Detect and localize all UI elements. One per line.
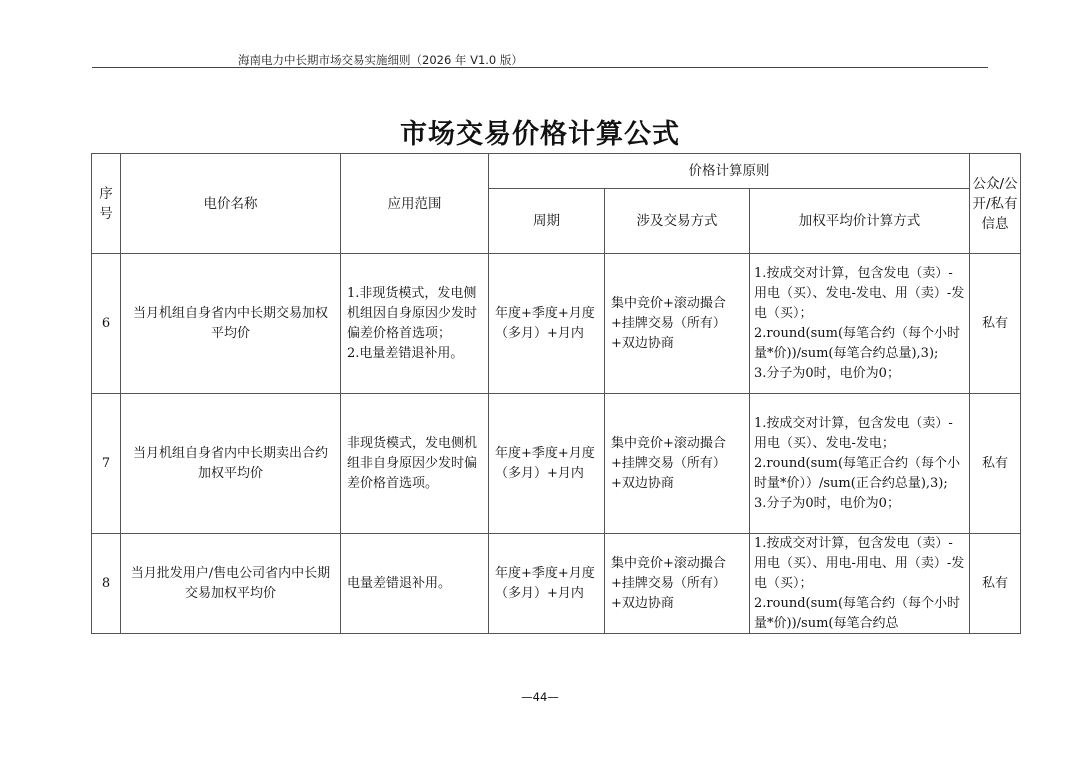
row-formula	[750, 254, 970, 394]
row-formula	[750, 394, 970, 534]
table-row	[92, 254, 1021, 394]
formula-line: 2.round(sum(每笔合约（每个小时量*价))/sum(每笔合约总	[754, 596, 961, 631]
header-principle: 价格计算原则	[489, 154, 970, 189]
table-row	[92, 394, 1021, 534]
row-method: 集中竞价+滚动撮合+挂牌交易（所有）+双边协商	[605, 394, 750, 534]
row-name: 当月批发用户/售电公司省内中长期交易加权平均价	[121, 534, 341, 634]
header-privacy: 公众/公开/私有信息	[970, 154, 1021, 254]
formula-clip	[754, 534, 965, 633]
row-scope	[341, 394, 489, 534]
table-row	[92, 534, 1021, 634]
price-formula-table	[91, 153, 1021, 634]
page-title: 市场交易价格计算公式	[400, 119, 680, 150]
scope-line: 电量差错退补用。	[347, 575, 452, 591]
formula-line: 1.按成交对计算，包含发电（卖）-用电（买）、发电-发电；	[754, 415, 953, 451]
row-privacy: 私有	[970, 254, 1021, 394]
row-period: 年度+季度+月度（多月）+月内	[489, 534, 605, 634]
row-scope	[341, 534, 489, 634]
header-name: 电价名称	[121, 154, 341, 254]
scope-line: 2.电量差错退补用。	[347, 345, 464, 361]
header-formula: 加权平均价计算方式	[750, 189, 970, 254]
row-formula	[750, 534, 970, 634]
row-seq: 8	[92, 534, 121, 634]
document-header: 海南电力中长期市场交易实施细则（2026 年 V1.0 版）	[238, 53, 523, 67]
header-method: 涉及交易方式	[605, 189, 750, 254]
page-number: —44—	[521, 690, 559, 704]
scope-line: 非现货模式，发电侧机组非自身原因少发时偏差价格首选项。	[347, 435, 478, 491]
header-period: 周期	[489, 189, 605, 254]
row-name: 当月机组自身省内中长期卖出合约加权平均价	[121, 394, 341, 534]
row-method: 集中竞价+滚动撮合+挂牌交易（所有）+双边协商	[605, 534, 750, 634]
formula-line: 2.round(sum(每笔正合约（每个小时量*价））/sum(正合约总量),3);	[754, 455, 961, 491]
row-seq: 6	[92, 254, 121, 394]
row-privacy: 私有	[970, 394, 1021, 534]
header-scope: 应用范围	[341, 154, 489, 254]
header-seq: 序号	[92, 154, 121, 254]
row-period: 年度+季度+月度（多月）+月内	[489, 394, 605, 534]
formula-line: 1.按成交对计算，包含发电（卖）-用电（买）、用电-用电、用（卖）-发电（买）；	[754, 536, 965, 591]
formula-line: 3.分子为0时，电价为0；	[754, 365, 900, 381]
formula-line: 1.按成交对计算，包含发电（卖）-用电（买）、发电-发电、用（卖）-发电（买）；	[754, 265, 965, 321]
row-name: 当月机组自身省内中长期交易加权平均价	[121, 254, 341, 394]
scope-line: 1.非现货模式，发电侧机组因自身原因少发时偏差价格首选项；	[347, 285, 478, 341]
formula-line: 3.分子为0时，电价为0；	[754, 495, 900, 511]
row-scope	[341, 254, 489, 394]
header-row-1	[92, 154, 1021, 189]
row-period: 年度+季度+月度（多月）+月内	[489, 254, 605, 394]
header-divider	[92, 67, 988, 68]
row-method: 集中竞价+滚动撮合+挂牌交易（所有）+双边协商	[605, 254, 750, 394]
formula-line: 2.round(sum(每笔合约（每个小时量*价))/sum(每笔合约总量),3);	[754, 325, 961, 361]
row-privacy: 私有	[970, 534, 1021, 634]
row-seq: 7	[92, 394, 121, 534]
